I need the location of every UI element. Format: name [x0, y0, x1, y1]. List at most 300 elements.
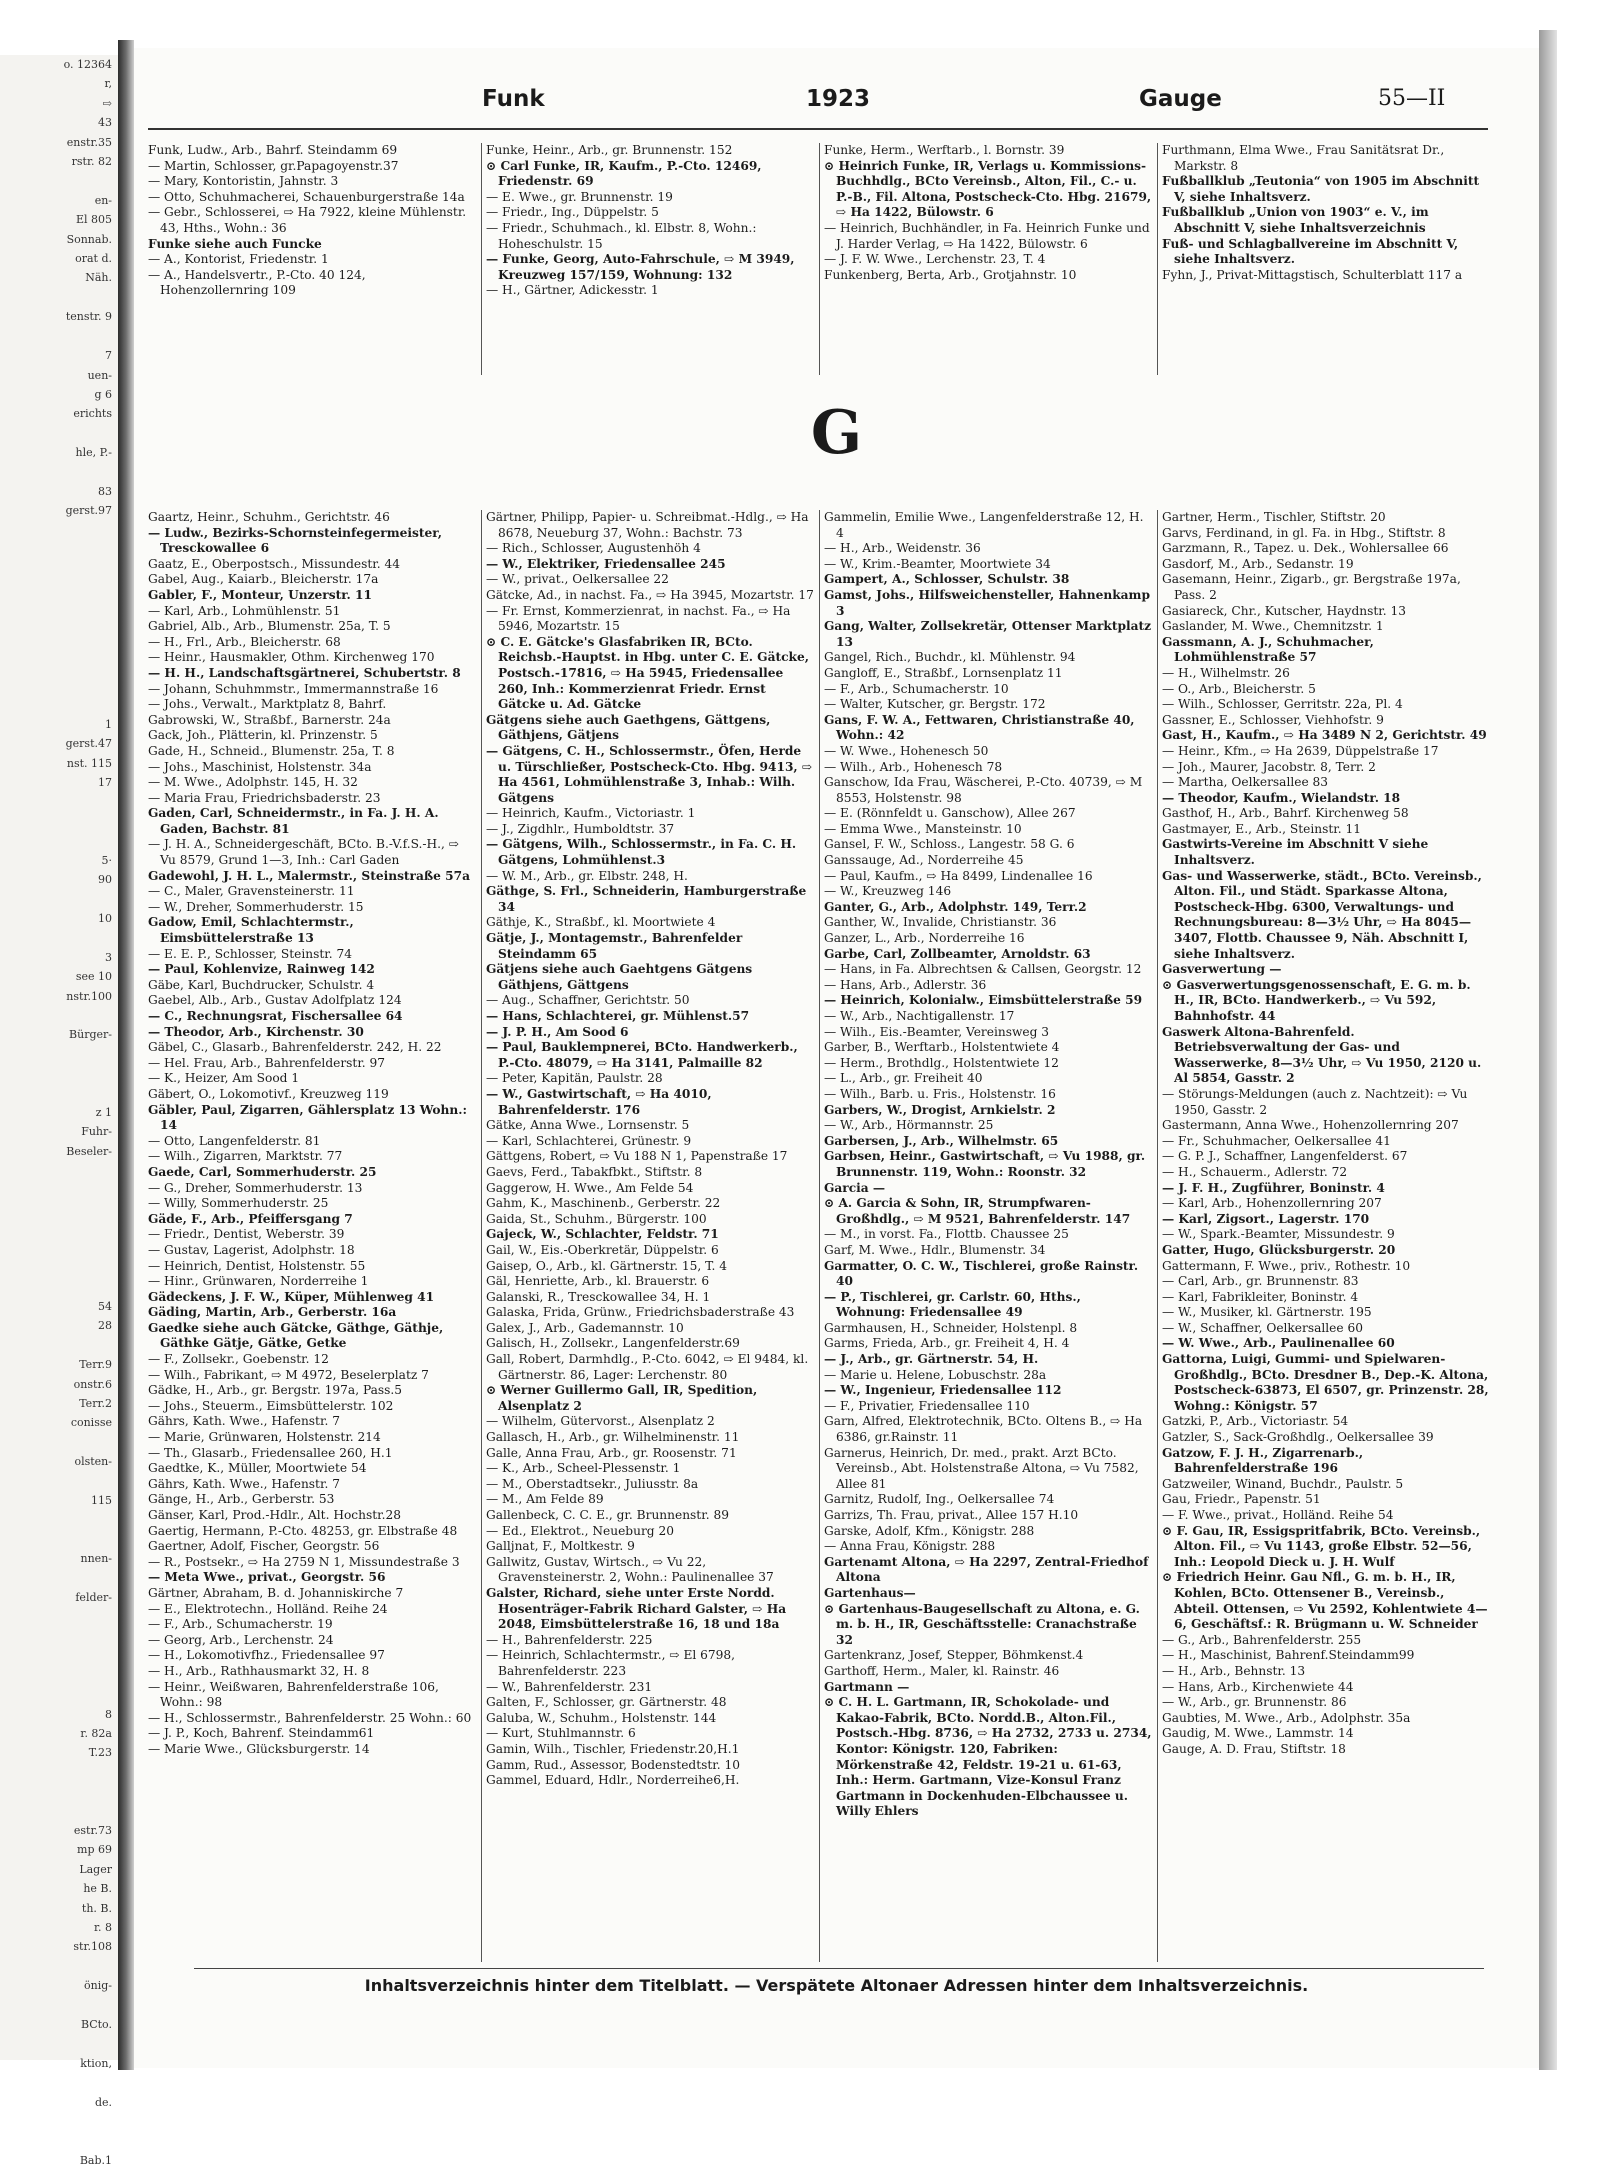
directory-entry: Gäthje, K., Straßbf., kl. Moortwiete 4	[486, 915, 716, 930]
directory-entry: — M. Wwe., Adolphstr. 145, H. 32	[148, 775, 358, 790]
directory-entry: — E. (Rönnfeldt u. Ganschow), Allee 267	[824, 806, 1076, 821]
left-page-fragment: see 10	[75, 970, 112, 984]
left-page-fragment: r. 8	[93, 1921, 112, 1934]
directory-entry: — Heinr., Kfm., ⇨ Ha 2639, Düppelstraße 17	[1162, 743, 1439, 758]
directory-entry: — Karl, Schlachterei, Grünestr. 9	[486, 1133, 692, 1148]
directory-entry: Galaska, Frida, Grünw., Friedrichsbaderstraße 43	[486, 1305, 795, 1320]
directory-entry: — Marie u. Helene, Lobuschstr. 28a	[824, 1367, 1047, 1382]
left-page-fragment: 10	[98, 911, 112, 925]
directory-entry: Galisch, H., Zollsekr., Langenfelderstr.69	[486, 1336, 740, 1351]
directory-entry: Gänser, Karl, Prod.-Hdlr., Alt. Hochstr.28	[148, 1508, 401, 1522]
main-column-3	[824, 510, 1152, 1962]
directory-entry: — H., Lokomotivfhz., Friedensallee 97	[148, 1648, 385, 1663]
directory-entry: — Walter, Kutscher, gr. Bergstr. 172	[824, 697, 1046, 712]
directory-entry: Gätke, Anna Wwe., Lornsenstr. 5	[486, 1118, 690, 1133]
directory-entry: Gadow, Emil, Schlachtermstr., Eimsbüttelerstraße 13	[148, 915, 354, 946]
left-page-fragment	[0, 288, 118, 307]
page-number: 55—II	[1378, 86, 1446, 111]
directory-entry: — Hel. Frau, Arb., Bahrenfelderstr. 97	[148, 1055, 386, 1070]
directory-entry: — Wilh., Barb. u. Fris., Holstenstr. 16	[824, 1086, 1056, 1101]
directory-entry: — W., Kreuzweg 146	[824, 884, 952, 899]
left-page-fragment: 43	[98, 116, 112, 130]
main-column-4	[1162, 510, 1490, 1962]
directory-entry: Garcia —	[824, 1180, 886, 1195]
directory-entry: — Hans, Arb., Adlerstr. 36	[824, 977, 987, 992]
left-page-fragment: 90	[98, 873, 112, 887]
directory-entry: — G., Dreher, Sommerhuderstr. 13	[148, 1180, 363, 1195]
left-page-fragment: enstr.35	[66, 135, 112, 149]
directory-entry: — Martha, Oelkersallee 83	[1162, 775, 1329, 790]
directory-entry: Ganter, G., Arb., Adolphstr. 149, Terr.2	[824, 899, 1087, 914]
directory-entry: Gaswerk Altona-Bahrenfeld. Betriebsverwaltung der Gas- und Wasserwerke, 8—3½ Uhr, ⇨ Vu 1950, 2120 u. Al 5854, Gasstr. 2	[1162, 1024, 1482, 1086]
top-column-4	[1162, 143, 1490, 375]
left-page-fragment: gerst.47	[65, 737, 112, 751]
directory-entry: — Ludw., Bezirks-Schornsteinfegermeister, Tresckowallee 6	[148, 525, 442, 556]
left-page-fragment	[0, 812, 118, 831]
directory-entry: Gartenhaus—	[824, 1585, 916, 1600]
left-page-fragment: str.108	[73, 1940, 112, 1954]
directory-entry: — Funke, Georg, Auto-Fahrschule, ⇨ M 3949, Kreuzweg 157/159, Wohnung: 132	[486, 252, 795, 282]
main-column-2	[486, 510, 814, 1962]
directory-entry: Gack, Joh., Plätterin, kl. Prinzenstr. 5	[148, 728, 378, 743]
directory-entry: Gatzow, F. J. H., Zigarrenarb., Bahrenfelderstraße 196	[1162, 1445, 1364, 1476]
directory-entry: Gaevs, Ferd., Tabakfbkt., Stiftstr. 8	[486, 1164, 703, 1179]
directory-entry: Gabriel, Alb., Arb., Blumenstr. 25a, T. 5	[148, 619, 391, 634]
left-page-fragment: Beseler-	[66, 1144, 112, 1158]
directory-entry: Gaertner, Adolf, Fischer, Georgstr. 56	[148, 1539, 380, 1554]
left-page-fragment: Sonnab.	[66, 232, 112, 246]
directory-entry: Gasiareck, Chr., Kutscher, Haydnstr. 13	[1162, 603, 1406, 618]
left-page-fragment: o. 12364	[63, 58, 112, 71]
left-page-fragment	[0, 1045, 118, 1064]
left-page-fragment	[0, 579, 118, 598]
left-page-fragment: g 6	[94, 387, 112, 401]
directory-entry: Gallasch, H., Arb., gr. Wilhelminenstr. 11	[486, 1430, 740, 1445]
directory-entry: — Wilh., Fabrikant, ⇨ M 4972, Beselerplatz 7	[148, 1367, 429, 1382]
left-page-fragment	[0, 1510, 118, 1529]
directory-entry: Gade, H., Schneid., Blumenstr. 25a, T. 8	[148, 743, 395, 758]
directory-entry: — Theodor, Arb., Kirchenstr. 30	[148, 1024, 364, 1039]
directory-entry: — H., Arb., Behnstr. 13	[1162, 1663, 1306, 1678]
directory-entry: — J. F. H., Zugführer, Boninstr. 4	[1162, 1180, 1385, 1195]
directory-entry: — W., Schaffner, Oelkersallee 60	[1162, 1320, 1363, 1335]
left-page-fragment	[0, 1336, 118, 1355]
directory-entry: — P., Tischlerei, gr. Carlstr. 60, Hths., Wohnung: Friedensallee 49	[824, 1289, 1081, 1320]
directory-entry: — Emma Wwe., Mansteinstr. 10	[824, 821, 1022, 836]
book-gutter	[118, 40, 134, 2070]
directory-entry: Gabrowski, W., Straßbf., Barnerstr. 24a	[148, 712, 391, 727]
directory-entry: — Störungs-Meldungen (auch z. Nachtzeit): ⇨ Vu 1950, Gasstr. 2	[1162, 1086, 1468, 1117]
directory-entry: Garzmann, R., Tapez. u. Dek., Wohlersallee 66	[1162, 541, 1449, 556]
directory-entry: Gatzki, P., Arb., Victoriastr. 54	[1162, 1414, 1349, 1429]
directory-entry: — Anna Frau, Königstr. 288	[824, 1539, 996, 1554]
directory-entry: Gaede, Carl, Sommerhuderstr. 25	[148, 1164, 377, 1179]
directory-entry: Gäde, F., Arb., Pfeiffersgang 7	[148, 1211, 353, 1226]
left-page-fragment: nnen-	[80, 1552, 112, 1566]
directory-entry: — Johs., Steuerm., Eimsbüttelerstr. 102	[148, 1398, 394, 1413]
directory-entry: Gastwirts-Vereine im Abschnitt V siehe Inhaltsverz.	[1162, 837, 1429, 868]
directory-entry: Funke, Heinr., Arb., gr. Brunnenstr. 152	[486, 143, 733, 157]
directory-entry: Fyhn, J., Privat-Mittagstisch, Schulterblatt 117 a	[1162, 267, 1463, 282]
left-page-fragment	[0, 1627, 118, 1646]
directory-entry: — Hans, Schlachterei, gr. Mühlenst.57	[486, 1009, 750, 1023]
directory-entry: Gail, W., Eis.-Oberkretär, Düppelstr. 6	[486, 1242, 719, 1257]
directory-entry: — H., Bahrenfelderstr. 225	[486, 1632, 653, 1647]
directory-entry: — Paul, Kaufm., ⇨ Ha 8499, Lindenallee 16	[824, 868, 1093, 883]
directory-entry: ⊙ Gartenhaus-Baugesellschaft zu Altona, e. G. m. b. H., IR, Geschäftsstelle: Cranachstraße 32	[824, 1601, 1140, 1647]
directory-entry: Garnerus, Heinrich, Dr. med., prakt. Arzt BCto. Vereinsb., Abt. Holstenstraße Altona, ⇨ Vu 7582, Allee 81	[824, 1445, 1139, 1491]
directory-entry: — Johs., Verwalt., Marktplatz 8, Bahrf.	[148, 697, 387, 712]
left-page-fragment: he B.	[83, 1882, 112, 1896]
column-divider	[481, 143, 482, 375]
directory-entry: — Hans, in Fa. Albrechtsen & Callsen, Georgstr. 12	[824, 962, 1142, 977]
directory-entry: — W., Ingenieur, Friedensallee 112	[824, 1383, 1062, 1398]
left-page-fragment	[0, 1569, 118, 1588]
directory-entry: — Heinrich, Kaufm., Victoriastr. 1	[486, 806, 696, 821]
directory-entry: — Joh., Maurer, Jacobstr. 8, Terr. 2	[1162, 759, 1376, 774]
directory-entry: — R., Postsekr., ⇨ Ha 2759 N 1, Missundestraße 3	[148, 1554, 460, 1569]
directory-entry: Gajeck, W., Schlachter, Feldstr. 71	[486, 1227, 719, 1242]
directory-entry: — Heinr., Hausmakler, Othm. Kirchenweg 170	[148, 650, 435, 665]
directory-entry: ⊙ Carl Funke, IR, Kaufm., P.-Cto. 12469, Friedenstr. 69	[486, 158, 762, 189]
directory-entry: — C., Rechnungsrat, Fischersallee 64	[148, 1009, 403, 1023]
directory-entry: — Marie, Grünwaren, Holstenstr. 214	[148, 1430, 381, 1445]
left-page-fragment	[0, 889, 118, 908]
left-page-fragment: r,	[104, 77, 112, 91]
directory-entry: Gäl, Henriette, Arb., kl. Brauerstr. 6	[486, 1274, 710, 1289]
left-page-fragment: mp 69	[77, 1843, 112, 1857]
header-year: 1923	[806, 86, 871, 112]
left-page-fragment	[0, 1472, 118, 1491]
directory-entry: Gaisep, O., Arb., kl. Gärtnerstr. 15, T. 4	[486, 1258, 727, 1273]
directory-entry: Galster, Richard, siehe unter Erste Nordd. Hosenträger-Fabrik Richard Galster, ⇨ Ha 2048, Eimsbüttelerstraße 16, 18 und 18a	[486, 1585, 787, 1632]
directory-entry: — F. Wwe., privat., Holländ. Reihe 54	[1162, 1508, 1394, 1522]
directory-entry: — Meta Wwe., privat., Georgstr. 56	[148, 1570, 386, 1585]
left-page-fragment	[0, 1666, 118, 1685]
left-page-fragment: Terr.2	[79, 1397, 112, 1411]
directory-entry: — Karl, Arb., Lohmühlenstr. 51	[148, 603, 341, 618]
directory-entry: Garnitz, Rudolf, Ing., Oelkersallee 74	[824, 1492, 1055, 1507]
directory-entry: Gattermann, F. Wwe., priv., Rothestr. 10	[1162, 1258, 1411, 1273]
main-column-1	[148, 510, 476, 1962]
top-column-1	[148, 143, 476, 375]
directory-entry: Gaida, St., Schuhm., Bürgerstr. 100	[486, 1211, 707, 1226]
directory-entry: — Hans, Arb., Kirchenwiete 44	[1162, 1679, 1354, 1694]
left-page-fragment: 28	[98, 1319, 112, 1333]
directory-entry: Gaatz, E., Oberpostsch., Missundestr. 44	[148, 556, 401, 571]
directory-entry: Garthoff, Herm., Maler, kl. Rainstr. 46	[824, 1663, 1060, 1678]
directory-entry: Gatter, Hugo, Glücksburgerstr. 20	[1162, 1242, 1396, 1257]
directory-entry: — Herm., Brothdlg., Holstentwiete 12	[824, 1055, 1059, 1070]
directory-entry: — Fr., Schuhmacher, Oelkersallee 41	[1162, 1133, 1391, 1148]
directory-entry: Galten, F., Schlosser, gr. Gärtnerstr. 48	[486, 1695, 727, 1710]
left-page-fragment: 3	[105, 950, 112, 964]
directory-entry: Gas- und Wasserwerke, städt., BCto. Vereinsb., Alton. Fil., und Städt. Sparkasse Altona, Postscheck-Hbg. 6300, Verwaltungs- und Rechnungsbureau: 8—3½ Uhr, ⇨ Ha 8045—3407, Flottb. Chaussee 9, Näh. Abschnitt I, siehe Inhaltsverz.	[1162, 868, 1482, 961]
left-page-fragment	[0, 2034, 118, 2053]
directory-entry: Gastmayer, E., Arb., Steinstr. 11	[1162, 821, 1361, 836]
column-divider	[819, 510, 820, 1962]
directory-entry: — A., Handelsvertr., P.-Cto. 40 124, Hohenzollernring 109	[148, 267, 366, 298]
section-letter: G	[810, 398, 863, 468]
left-page-fragment	[0, 928, 118, 947]
directory-entry: — Wilh., Schlosser, Gerritstr. 22a, Pl. 4	[1162, 697, 1403, 712]
directory-entry: Gauge, A. D. Frau, Stiftstr. 18	[1162, 1741, 1346, 1756]
directory-entry: — Karl, Fabrikleiter, Boninstr. 4	[1162, 1289, 1359, 1304]
directory-entry: — Georg, Arb., Lerchenstr. 24	[148, 1632, 334, 1647]
left-page-fragment: nst. 115	[66, 756, 112, 770]
left-page-fragment: en-	[94, 193, 112, 207]
directory-entry: Gattorna, Luigi, Gummi- und Spielwaren-Großhdlg., BCto. Dresdner B., Dep.-K. Altona, Postscheck-63873, El 6507, gr. Prinzenstr. 28, Wohng.: Königstr. 57	[1162, 1352, 1489, 1413]
directory-entry: — Marie Wwe., Glücksburgerstr. 14	[148, 1741, 370, 1756]
directory-entry: — Wilh., Zigarren, Marktstr. 77	[148, 1149, 343, 1164]
directory-entry: — E. E. P., Schlosser, Steinstr. 74	[148, 946, 353, 961]
directory-entry: — H. H., Landschaftsgärtnerei, Schubertstr. 8	[148, 665, 461, 680]
left-page-fragment: Bab.1	[79, 2153, 112, 2167]
left-page-fragment	[0, 1646, 118, 1665]
left-page-fragment	[0, 1802, 118, 1821]
directory-entry: — Karl, Zigsort., Lagerstr. 170	[1162, 1211, 1370, 1226]
directory-page	[134, 48, 1539, 2068]
left-page-fragment	[0, 695, 118, 714]
directory-entry: — Aug., Schaffner, Gerichtstr. 50	[486, 993, 690, 1008]
directory-entry: — H., Schlossermstr., Bahrenfelderstr. 25 Wohn.: 60	[148, 1710, 472, 1725]
directory-entry: — Martin, Schlosser, gr.Papagoyenstr.37	[148, 158, 399, 173]
directory-entry: — W., Arb., Nachtigallenstr. 17	[824, 1009, 1015, 1023]
directory-entry: — W., Arb., Hörmannstr. 25	[824, 1118, 994, 1133]
left-page-fragment	[0, 1957, 118, 1976]
directory-entry: Ganschow, Ida Frau, Wäscherei, P.-Cto. 40739, ⇨ M 8553, Holstenstr. 98	[824, 775, 1143, 805]
directory-entry: — Th., Glasarb., Friedensallee 260, H.1	[148, 1445, 393, 1460]
directory-entry: Garf, M. Wwe., Hdlr., Blumenstr. 34	[824, 1242, 1046, 1257]
left-page-fragment	[0, 1219, 118, 1238]
directory-entry: — J. P. H., Am Sood 6	[486, 1024, 629, 1039]
directory-entry: Gansel, F. W., Schloss., Langestr. 58 G. 6	[824, 837, 1075, 852]
directory-entry: — W. Wwe., Hohenesch 50	[824, 743, 989, 758]
directory-entry: — Otto, Langenfelderstr. 81	[148, 1133, 321, 1148]
directory-entry: Galle, Anna Frau, Arb., gr. Roosenstr. 71	[486, 1445, 737, 1460]
directory-entry: — Kurt, Stuhlmannstr. 6	[486, 1726, 636, 1741]
directory-entry: Gaedtke, K., Müller, Moortwiete 54	[148, 1461, 367, 1476]
directory-entry: — Peter, Kapitän, Paulstr. 28	[486, 1071, 663, 1086]
footer-note: Inhaltsverzeichnis hinter dem Titelblatt. — Verspätete Altonaer Adressen hinter dem Inhaltsverzeichnis.	[364, 1976, 1309, 1995]
left-page-fragment	[0, 1685, 118, 1704]
directory-entry: Ganzer, L., Arb., Norderreihe 16	[824, 931, 1025, 946]
page-edge	[1539, 30, 1557, 2070]
left-page-fragment: T.23	[88, 1746, 112, 1760]
left-page-fragment	[0, 560, 118, 579]
left-page-fragment: Lager	[79, 1862, 112, 1876]
left-page-fragment	[0, 831, 118, 850]
directory-entry: — C., Maler, Gravensteinerstr. 11	[148, 884, 355, 899]
directory-entry: — H., Arb., Weidenstr. 36	[824, 541, 981, 556]
directory-entry: — W., Dreher, Sommerhuderstr. 15	[148, 899, 364, 914]
directory-entry: Galljnat, F., Moltkestr. 9	[486, 1539, 635, 1554]
directory-entry: Gallenbeck, C. C. E., gr. Brunnenstr. 89	[486, 1508, 729, 1522]
left-page-fragment: olsten-	[74, 1455, 112, 1469]
directory-entry: — H., Gärtner, Adickesstr. 1	[486, 283, 659, 298]
directory-entry: — J., Arb., gr. Gärtnerstr. 54, H.	[824, 1352, 1039, 1367]
top-column-2	[486, 143, 814, 375]
left-page-fragment	[0, 657, 118, 676]
left-page-fragment	[0, 2073, 118, 2092]
directory-entry: Gabel, Aug., Kaiarb., Bleicherstr. 17a	[148, 572, 379, 587]
directory-entry: Gasverwertung —	[1162, 962, 1282, 977]
directory-entry: Ganther, W., Invalide, Christianstr. 36	[824, 915, 1057, 930]
directory-entry: ⊙ C. H. L. Gartmann, IR, Schokolade- und Kakao-Fabrik, BCto. Nordd.B., Alton.Fil., Postsch.-Hbg. 8736, ⇨ Ha 2732, 2733 u. 2734, Kontor: Königstr. 120, Fabriken: Mörkenstraße 42, Feldstr. 19-21 u. 61-63, Inh.: Herm. Gartmann, Vize-Konsul Franz Gartmann in Dockenhuden-Elbchaussee u. Willy Ehlers	[824, 1695, 1152, 1819]
directory-entry: — G. P. J., Schaffner, Langenfelderst. 67	[1162, 1149, 1408, 1164]
directory-entry: Gäthge, S. Frl., Schneiderin, Hamburgerstraße 34	[486, 884, 807, 914]
directory-entry: Garbe, Carl, Zollbeamter, Arnoldstr. 63	[824, 946, 1091, 961]
left-page-fragment: 7	[105, 349, 112, 363]
directory-entry: Gatzweiler, Winand, Buchdr., Paulstr. 5	[1162, 1476, 1404, 1491]
directory-entry: — J. F. W. Wwe., Lerchenstr. 23, T. 4	[824, 252, 1046, 267]
left-page-fragment	[0, 1996, 118, 2015]
directory-entry: — F., Zollsekr., Goebenstr. 12	[148, 1352, 329, 1367]
directory-entry: — Gätgens, Wilh., Schlossermstr., in Fa. C. H. Gätgens, Lohmühlenst.3	[486, 837, 797, 868]
directory-entry: — Otto, Schuhmacherei, Schauenburgerstraße 14a	[148, 189, 465, 204]
directory-entry: Gaertig, Hermann, P.-Cto. 48253, gr. Elbstraße 48	[148, 1523, 458, 1538]
directory-entry: — W., Krim.-Beamter, Moortwiete 34	[824, 556, 1051, 571]
left-page-fragment	[0, 327, 118, 346]
directory-entry: Gäbe, Karl, Buchdrucker, Schulstr. 4	[148, 977, 375, 992]
directory-entry: Gartner, Herm., Tischler, Stiftstr. 20	[1162, 510, 1386, 524]
directory-entry: — Gebr., Schlosserei, ⇨ Ha 7922, kleine Mühlenstr. 43, Hths., Wohn.: 36	[148, 205, 467, 235]
column-divider	[1157, 510, 1158, 1962]
left-page-fragment	[0, 1006, 118, 1025]
directory-entry: Gätje, J., Montagemstr., Bahrenfelder Steindamm 65	[486, 931, 743, 961]
left-page-fragment	[0, 676, 118, 695]
left-page-fragment	[0, 2131, 118, 2150]
directory-entry: Gast, H., Kaufm., ⇨ Ha 3489 N 2, Gerichtstr. 49	[1162, 728, 1487, 743]
directory-entry: — Ed., Elektrot., Neueburg 20	[486, 1523, 674, 1538]
left-page-fragment	[0, 1200, 118, 1219]
directory-entry: — Karl, Arb., Hohenzollernring 207	[1162, 1196, 1382, 1211]
directory-entry: Gamm, Rud., Assessor, Bodenstedtstr. 10	[486, 1757, 741, 1772]
directory-entry: Ganssauge, Ad., Norderreihe 45	[824, 853, 1024, 868]
directory-entry: Gädeckens, J. F. W., Küper, Mühlenweg 41	[148, 1289, 435, 1304]
directory-entry: — Friedr., Dentist, Weberstr. 39	[148, 1227, 345, 1242]
left-page-fragment: ⇨	[102, 96, 112, 110]
directory-entry: Gährs, Kath. Wwe., Hafenstr. 7	[148, 1476, 340, 1491]
directory-entry: — H., Frl., Arb., Bleicherstr. 68	[148, 634, 341, 649]
directory-entry: Garske, Adolf, Kfm., Königstr. 288	[824, 1523, 1035, 1538]
directory-entry: — M., Oberstadtsekr., Juliusstr. 8a	[486, 1476, 699, 1491]
directory-entry: — W., Gastwirtschaft, ⇨ Ha 4010, Bahrenfelderstr. 176	[486, 1086, 712, 1117]
directory-entry: Garn, Alfred, Elektrotechnik, BCto. Oltens B., ⇨ Ha 6386, gr.Rainstr. 11	[824, 1414, 1143, 1445]
directory-entry: Gabler, F., Monteur, Unzerstr. 11	[148, 587, 372, 602]
directory-entry: — Maria Frau, Friedrichsbaderstr. 23	[148, 790, 381, 805]
left-page-fragment	[0, 1258, 118, 1277]
header-first-entry: Funk	[482, 86, 545, 112]
directory-entry: — H., Schauerm., Adlerstr. 72	[1162, 1164, 1348, 1179]
directory-entry: — Paul, Kohlenvize, Rainweg 142	[148, 962, 375, 977]
directory-entry: Gau, Friedr., Papenstr. 51	[1162, 1492, 1321, 1507]
directory-entry: — Heinrich, Kolonialw., Eimsbüttelerstraße 59	[824, 993, 1143, 1008]
left-page-fragment: önig-	[84, 1979, 112, 1993]
directory-entry: Gadewohl, J. H. L., Malermstr., Steinstraße 57a	[148, 868, 470, 883]
directory-entry: Gaubties, M. Wwe., Arb., Adolphstr. 35a	[1162, 1710, 1411, 1725]
left-page-fragment: BCto.	[80, 2018, 112, 2032]
directory-entry: — Wilh., Eis.-Beamter, Vereinsweg 3	[824, 1024, 1050, 1039]
directory-entry: Gassmann, A. J., Schuhmacher, Lohmühlenstraße 57	[1162, 634, 1374, 665]
directory-entry: ⊙ C. E. Gätcke's Glasfabriken IR, BCto. Reichsb.-Hauptst. in Hbg. unter C. E. Gätcke, Postsch.-17816, ⇨ Ha 5945, Friedensallee 260, Inh.: Kommerzienrat Friedr. Ernst Gätcke u. Ad. Gätcke	[486, 634, 809, 712]
directory-entry: — F., Arb., Schumacherstr. 10	[824, 681, 1009, 696]
left-page-fragment: orat d.	[75, 252, 112, 266]
left-page-fragment: r. 82a	[80, 1726, 112, 1740]
directory-entry: Galex, J., Arb., Gademannstr. 10	[486, 1320, 684, 1335]
directory-entry: Gallwitz, Gustav, Wirtsch., ⇨ Vu 22, Gravensteinerstr. 2, Wohn.: Paulinenallee 37	[486, 1554, 774, 1585]
left-page-fragment	[0, 1161, 118, 1180]
directory-entry: Gassner, E., Schlosser, Viehhofstr. 9	[1162, 712, 1384, 727]
directory-entry: Gastermann, Anna Wwe., Hohenzollernring 207	[1162, 1118, 1459, 1133]
directory-entry: — J., Zigdhlr., Humboldtstr. 37	[486, 821, 675, 836]
directory-entry: — Mary, Kontoristin, Jahnstr. 3	[148, 174, 339, 189]
directory-entry: Garbers, W., Drogist, Arnkielstr. 2	[824, 1102, 1056, 1117]
directory-entry: — Wilh., Arb., Hohenesch 78	[824, 759, 1003, 774]
directory-entry: — Gätgens, C. H., Schlossermstr., Öfen, Herde u. Türschließer, Postscheck-Cto. Hbg. 9413, ⇨ Ha 4561, Lohmühlenstraße 3, Inhab.: Wilh. Gätgens	[486, 743, 813, 805]
directory-entry: — M., in vorst. Fa., Flottb. Chaussee 25	[824, 1227, 1069, 1242]
left-page-fragment: Bürger-	[69, 1028, 112, 1042]
left-page-fragment: 115	[91, 1494, 112, 1508]
directory-entry: Gaslander, M. Wwe., Chemnitzstr. 1	[1162, 619, 1384, 634]
directory-entry: Funkenberg, Berta, Arb., Grotjahnstr. 10	[824, 267, 1077, 282]
left-page-fragment	[0, 1084, 118, 1103]
directory-entry: — Fr. Ernst, Kommerzienrat, in nachst. Fa., ⇨ Ha 5946, Mozartstr. 15	[486, 603, 791, 634]
directory-entry: Gartenamt Altona, ⇨ Ha 2297, Zentral-Friedhof Altona	[824, 1554, 1149, 1585]
directory-entry: Gaggerow, H. Wwe., Am Felde 54	[486, 1180, 694, 1195]
left-page-fragment	[0, 171, 118, 190]
left-page-fragment	[0, 1181, 118, 1200]
left-page-fragment: 83	[98, 484, 112, 498]
directory-entry: Fußballklub „Teutonia“ von 1905 im Abschnitt V, siehe Inhaltsverz.	[1162, 174, 1480, 204]
running-header	[134, 86, 1539, 126]
left-page-fragment	[0, 618, 118, 637]
directory-entry: — Hinr., Grünwaren, Norderreihe 1	[148, 1274, 369, 1289]
directory-entry: Gättgens, Robert, ⇨ Vu 188 N 1, Papenstraße 17	[486, 1149, 788, 1164]
directory-entry: Gang, Walter, Zollsekretär, Ottenser Marktplatz 13	[824, 619, 1152, 649]
directory-entry: — G., Arb., Bahrenfelderstr. 255	[1162, 1632, 1362, 1647]
left-page-fragment	[0, 598, 118, 617]
directory-entry: — M., Am Felde 89	[486, 1492, 604, 1507]
directory-entry: Garbersen, J., Arb., Wilhelmstr. 65	[824, 1133, 1059, 1148]
directory-entry: — H., Maschinist, Bahrenf.Steindamm99	[1162, 1648, 1415, 1663]
directory-entry: ⊙ Heinrich Funke, IR, Verlags u. Kommissions-Buchhdlg., BCto Vereinsb., Alton, Fil., C.- u. P.-B., Fil. Altona, Postscheck-Cto. Hbg. 21679, ⇨ Ha 1422, Bülowstr. 6	[824, 158, 1152, 220]
left-page-fragment: 5·	[101, 853, 112, 867]
directory-entry: Gans, F. W. A., Fettwaren, Christianstraße 40, Wohn.: 42	[824, 712, 1135, 743]
directory-entry: — Johs., Maschinist, Holstenstr. 34a	[148, 759, 372, 774]
directory-entry: — W., privat., Oelkersallee 22	[486, 572, 669, 587]
directory-entry: Gänge, H., Arb., Gerberstr. 53	[148, 1492, 335, 1507]
directory-entry: Garms, Frieda, Arb., gr. Freiheit 4, H. 4	[824, 1336, 1070, 1351]
directory-entry: Gaedke siehe auch Gätcke, Gäthge, Gäthje, Gäthke Gätje, Gätke, Getke	[148, 1320, 444, 1351]
directory-entry: Gaebel, Alb., Arb., Gustav Adolfplatz 124	[148, 993, 402, 1008]
directory-entry: Gätgens siehe auch Gaethgens, Gättgens, Gäthjens, Gätjens	[486, 712, 771, 743]
left-page-fragment	[0, 540, 118, 559]
directory-entry: Gammel, Eduard, Hdlr., Norderreihe6,H.	[486, 1773, 740, 1788]
directory-entry: — W., Arb., gr. Brunnenstr. 86	[1162, 1695, 1347, 1710]
directory-entry: Garbsen, Heinr., Gastwirtschaft, ⇨ Vu 1988, gr. Brunnenstr. 119, Wohn.: Roonstr. 32	[824, 1149, 1146, 1179]
directory-entry: Gaden, Carl, Schneidermstr., in Fa. J. H. A. Gaden, Bachstr. 81	[148, 806, 439, 836]
main-entry-columns	[148, 510, 1488, 1962]
directory-entry: Gartmann —	[824, 1679, 910, 1694]
directory-entry: Gäding, Martin, Arb., Gerberstr. 16a	[148, 1305, 397, 1320]
left-page-fragment: 1	[105, 717, 112, 731]
left-page-fragment	[0, 463, 118, 482]
directory-entry: — Paul, Bauklempnerei, BCto. Handwerkerb., P.-Cto. 48079, ⇨ Ha 3141, Palmaille 82	[486, 1040, 798, 1070]
directory-entry: — L., Arb., gr. Freiheit 40	[824, 1071, 983, 1086]
left-page-fragment: Fuhr-	[81, 1125, 112, 1139]
left-page-fragment: Terr.9	[79, 1358, 112, 1372]
